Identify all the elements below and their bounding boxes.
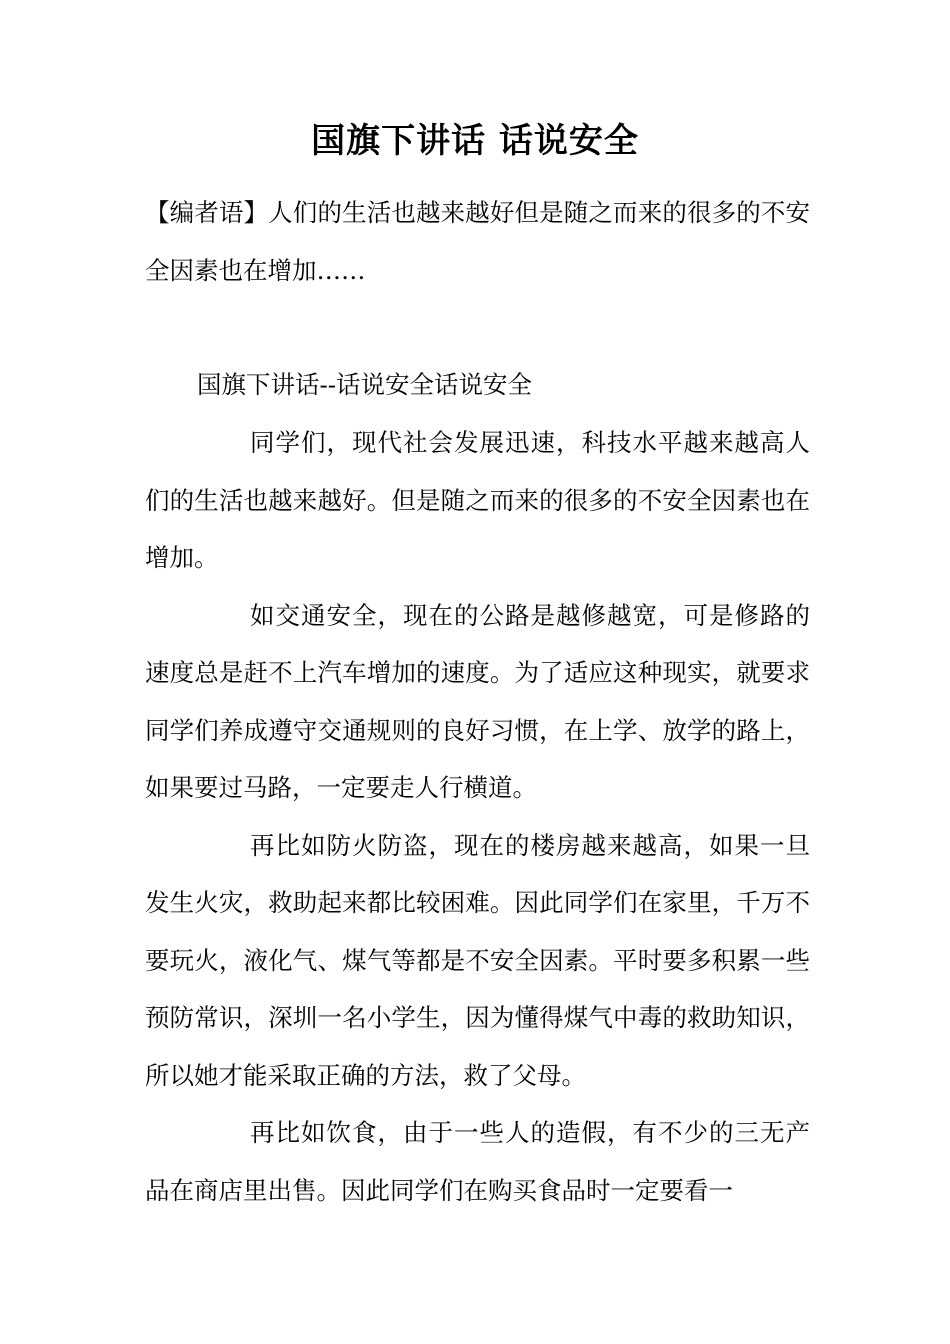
document-title: 国旗下讲话 话说安全 [311, 121, 639, 161]
editor-note: 【编者语】人们的生活也越来越好但是随之而来的很多的不安全因素也在增加…… [145, 198, 810, 285]
speech-body [145, 414, 810, 1219]
paragraph-food-safety: 再比如饮食，由于一些人的造假，有不少的三无产品在商店里出售。因此同学们在购买食品时一定要看一 [145, 1118, 810, 1205]
paragraph-intro: 同学们，现代社会发展迅速，科技水平越来越高人们的生活也越来越好。但是随之而来的很多的不安全因素也在增加。 [145, 428, 810, 572]
speech-subtitle: 国旗下讲话--话说安全话说安全 [197, 370, 533, 399]
paragraph-traffic-safety: 如交通安全，现在的公路是越修越宽，可是修路的速度总是赶不上汽车增加的速度。为了适应这种现实，就要求同学们养成遵守交通规则的良好习惯，在上学、放学的路上，如果要过马路，一定要走人行横道。 [145, 600, 810, 802]
paragraph-fire-safety: 再比如防火防盗，现在的楼房越来越高，如果一旦发生火灾，救助起来都比较困难。因此同学们在家里，千万不要玩火，液化气、煤气等都是不安全因素。平时要多积累一些预防常识，深圳一名小学生，因为懂得煤气中毒的救助知识，所以她才能采取正确的方法，救了父母。 [145, 830, 810, 1090]
